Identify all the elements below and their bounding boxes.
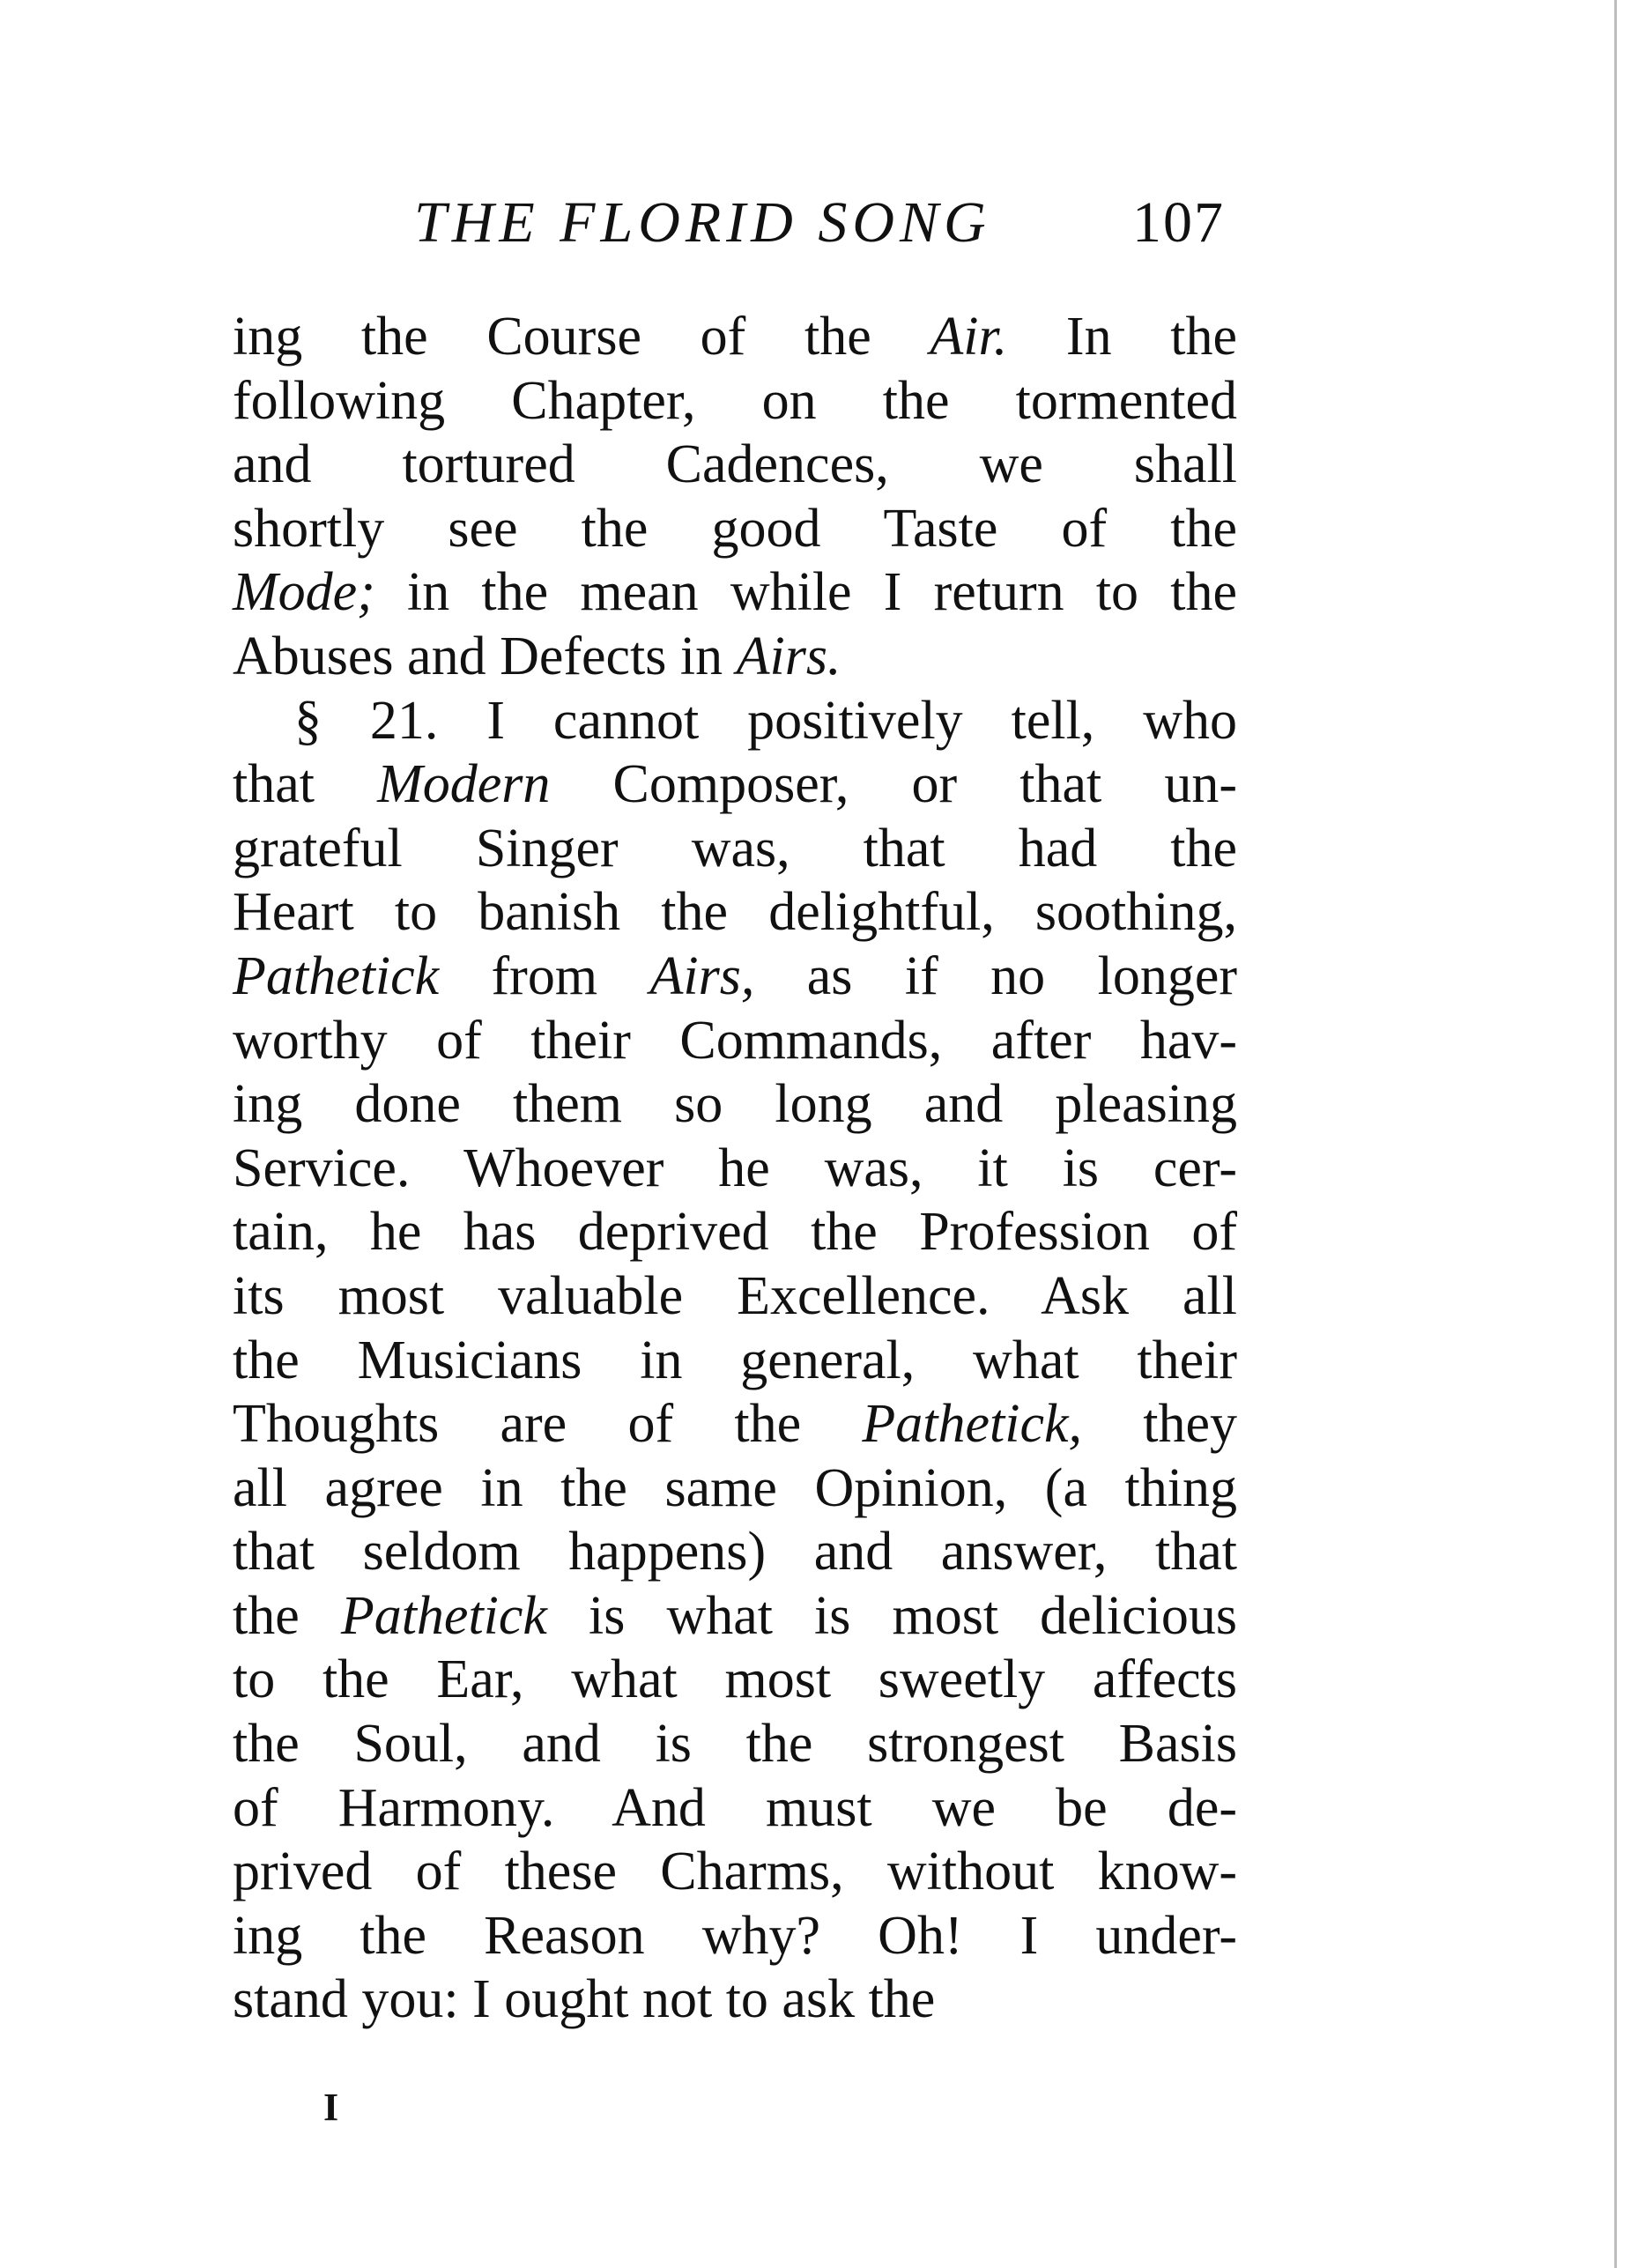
text-run: all agree in the same Opinion, (a thing xyxy=(233,1457,1237,1518)
text-run: following Chapter, on the tormented xyxy=(233,370,1237,431)
text-line xyxy=(233,1968,1237,2032)
text-line xyxy=(233,1264,1237,1329)
text-run: as if no longer xyxy=(754,945,1237,1006)
text-run: Thoughts are of the xyxy=(233,1394,863,1455)
text-run: in the mean while I return to the xyxy=(374,562,1237,623)
text-run: of Harmony. And must we be de- xyxy=(233,1777,1237,1838)
text-run: from xyxy=(439,945,650,1006)
text-line xyxy=(233,1584,1237,1649)
text-line xyxy=(233,1712,1237,1776)
text-line xyxy=(233,1137,1237,1201)
text-run: grateful Singer was, that had the xyxy=(233,818,1237,878)
text-line xyxy=(233,1072,1237,1137)
italic-run: Airs, xyxy=(649,945,755,1006)
text-line xyxy=(233,1520,1237,1584)
text-line xyxy=(233,1776,1237,1841)
text-line xyxy=(233,880,1237,945)
text-run: and tortured Cadences, we shall xyxy=(233,434,1237,495)
text-run: shortly see the good Taste of the xyxy=(233,498,1237,559)
italic-run: Airs. xyxy=(736,626,841,686)
text-run: Abuses and Defects in xyxy=(233,626,737,686)
text-run: the xyxy=(233,1585,341,1646)
text-run: they xyxy=(1081,1394,1237,1455)
text-line xyxy=(233,305,1237,369)
italic-run: Pathetick xyxy=(233,945,440,1006)
text-run: In the xyxy=(1007,307,1237,367)
text-line xyxy=(233,433,1237,497)
text-run: that seldom happens) and answer, that xyxy=(233,1522,1237,1582)
text-line xyxy=(233,1329,1237,1393)
text-run: worthy of their Commands, after hav- xyxy=(233,1010,1237,1071)
text-run: § 21. I cannot positively tell, who xyxy=(294,690,1237,751)
text-line xyxy=(233,1840,1237,1904)
text-line xyxy=(233,752,1237,817)
text-run: tain, he has deprived the Profession of xyxy=(233,1202,1237,1263)
text-line xyxy=(233,1009,1237,1073)
text-run: stand you: I ought not to ask the xyxy=(233,1969,936,2030)
text-line xyxy=(233,1200,1237,1264)
running-header xyxy=(370,183,1225,263)
text-line xyxy=(233,817,1237,881)
text-run: Composer, or that un- xyxy=(550,754,1237,815)
text-run: Service. Whoever he was, it is cer- xyxy=(233,1138,1237,1198)
running-title: THE FLORID SONG xyxy=(414,190,991,255)
italic-run: Pathetick, xyxy=(862,1394,1082,1455)
text-run: ing the Course of the xyxy=(233,307,930,367)
page-edge-line xyxy=(1614,0,1617,2268)
text-run: Heart to banish the delightful, soothing, xyxy=(233,882,1237,943)
page-number: 107 xyxy=(1132,190,1225,255)
text-run: its most valuable Excellence. Ask all xyxy=(233,1265,1237,1326)
text-line xyxy=(233,369,1237,434)
text-line xyxy=(233,945,1237,1009)
text-line xyxy=(233,1456,1237,1521)
italic-run: Air. xyxy=(930,307,1008,367)
text-line xyxy=(233,625,1237,689)
italic-run: Pathetick xyxy=(340,1585,547,1646)
italic-run: Mode; xyxy=(233,562,375,623)
text-line xyxy=(233,689,1237,753)
text-run: ing done them so long and pleasing xyxy=(233,1074,1237,1135)
text-line xyxy=(233,1904,1237,1968)
text-run: ing the Reason why? Oh! I under- xyxy=(233,1905,1237,1966)
text-line xyxy=(233,560,1237,625)
body-text xyxy=(233,305,1237,2032)
italic-run: Modern xyxy=(377,754,551,815)
text-run: that xyxy=(233,754,378,815)
text-line xyxy=(233,497,1237,561)
text-run: is what is most delicious xyxy=(546,1585,1237,1646)
text-run: the Musicians in general, what their xyxy=(233,1330,1237,1390)
text-run: to the Ear, what most sweetly affects xyxy=(233,1649,1237,1710)
text-run: prived of these Charms, without know- xyxy=(233,1842,1237,1902)
text-line xyxy=(233,1392,1237,1456)
signature-mark: I xyxy=(323,2086,339,2129)
text-run: the Soul, and is the strongest Basis xyxy=(233,1714,1237,1775)
text-line xyxy=(233,1648,1237,1712)
